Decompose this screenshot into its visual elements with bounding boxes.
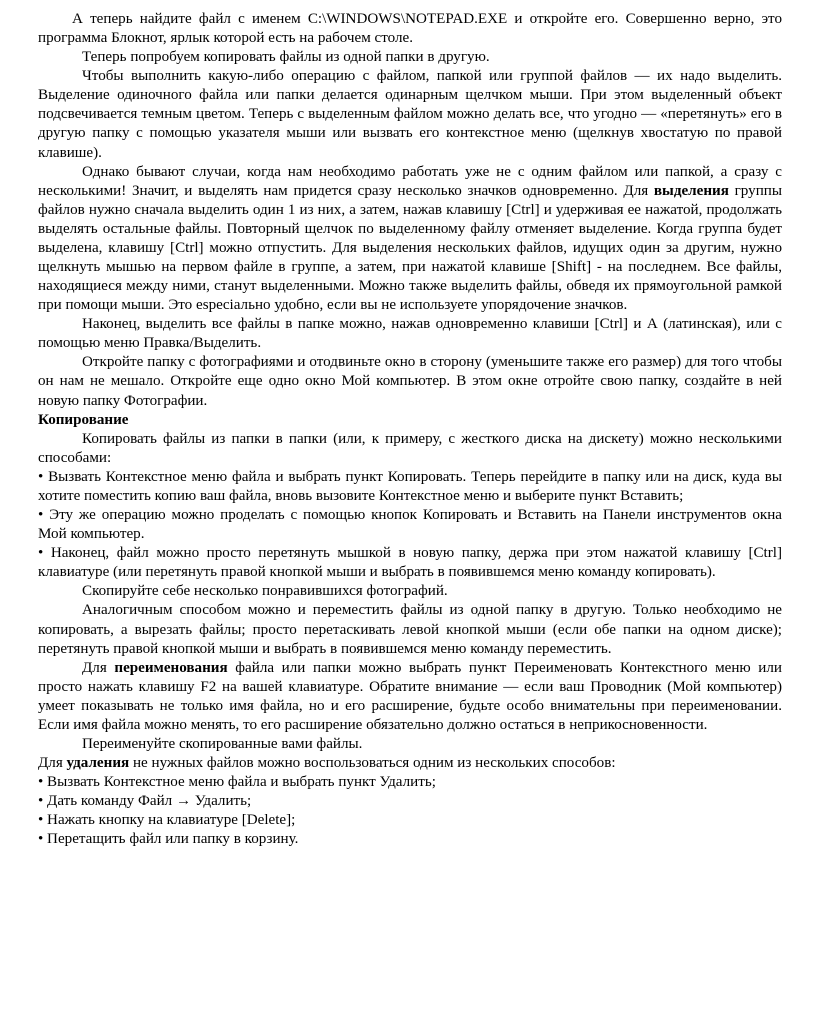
emphasis-text: удаления: [66, 755, 130, 772]
paragraph: [38, 659, 782, 735]
paragraph: [38, 10, 782, 48]
text-run: • Перетащить файл или папку в корзину.: [38, 831, 299, 848]
text-run: Аналогичным способом можно и переместить файлы из одной папку в другую. Только необходимо не копировать, а вырезать файлы; просто перетаскивать левой кнопкой мыши (если обе папки на одном диске); перетянуть правой кнопкой мыши и выбрать в появившемся меню команду переместить.: [38, 602, 782, 657]
paragraph: [38, 67, 782, 162]
text-run: Теперь попробуем копировать файлы из одной папки в другую.: [82, 49, 490, 66]
text-run: Копировать файлы из папки в папки (или, к примеру, с жесткого диска на дискету) можно несколькими способами:: [38, 430, 782, 466]
paragraph: [38, 582, 782, 601]
text-run: А теперь найдите файл с именем C:\WINDOWS\NOTEPAD.EXE и откройте его. Совершенно верно, это программа Блокнот, ярлык которой есть на рабочем столе.: [38, 11, 782, 47]
paragraph: [38, 735, 782, 754]
text-run: Чтобы выполнить какую-либо операцию с файлом, папкой или группой файлов — их надо выделить. Выделение одиночного файла или папки делается одинарным щелчком мыши. При этом выделенный объект подсвечивается темным цветом. Теперь с выделенным файлом можно делать все, что угодно — «перетянуть» его в другую папку с помощью указателя мыши или вызвать его контекстное меню (щелкнув хвостатую по правой клавише).: [38, 68, 782, 161]
text-run: • Наконец, файл можно просто перетянуть мышкой в новую папку, держа при этом нажатой клавишу [Ctrl] клавиатуре (или перетянуть правой кнопкой мыши и выбрать в появившемся меню команду копировать).: [38, 545, 782, 581]
paragraph: [38, 792, 782, 811]
text-run: • Нажать кнопку на клавиатуре [Delete];: [38, 812, 296, 829]
paragraph: [38, 830, 782, 849]
emphasis-text: переименования: [114, 659, 228, 676]
text-run: группы файлов нужно сначала выделить один 1 из них, а затем, нажав клавишу [Ctrl] и удерживая ее нажатой, продолжать выделять остальные файлы. Повторный щелчок по выделенному файлу отменяет выделение. Когда группа будет выделена, клавишу [Ctrl] можно отпустить. Для выделения нескольких файлов, идущих один за другим, нужно щелкнуть мышью на первом файле в группе, а затем, при нажатой клавише [Shift] - на последнем. Все файлы, находящиеся между ними, станут выделенными. Можно также выделить файлы, обведя их прямоугольной рамкой при помощи мыши. Это especiально удобно, если вы не используете упорядочение значков.: [38, 182, 782, 314]
text-run: Для: [82, 659, 115, 676]
text-run: • Эту же операцию можно проделать с помощью кнопок Копировать и Вставить на Панели инструментов окна Мой компьютер.: [38, 507, 782, 543]
paragraph: [38, 430, 782, 468]
paragraph: [38, 506, 782, 544]
paragraph: [38, 601, 782, 658]
paragraph: [38, 353, 782, 410]
paragraph: [38, 773, 782, 792]
paragraph: [38, 163, 782, 316]
text-run: не нужных файлов можно воспользоваться одним из нескольких способов:: [129, 755, 616, 772]
paragraph: [38, 811, 782, 830]
text-run: Однако бывают случаи, когда нам необходимо работать уже не с одним файлом или папкой, а сразу с несколькими! Значит, и выделять нам придется сразу несколько значков одновременно. Для: [38, 163, 782, 199]
emphasis-text: выделения: [653, 182, 729, 199]
text-run: Для: [38, 755, 67, 772]
emphasis-text: Копирование: [38, 411, 129, 428]
paragraph: [38, 315, 782, 353]
section-heading: [38, 411, 782, 430]
text-run: Наконец, выделить все файлы в папке можно, нажав одновременно клавиши [Ctrl] и А (латинская), или с помощью меню Правка/Выделить.: [38, 316, 782, 352]
paragraph: [38, 48, 782, 67]
text-run: • Вызвать Контекстное меню файла и выбрать пункт Копировать. Теперь перейдите в папку или на диск, куда вы хотите поместить копию ваш файла, вновь вызовите Контекстное меню и выберите пункт Вставить;: [38, 468, 782, 504]
text-run: Скопируйте себе несколько понравившихся фотографий.: [82, 583, 448, 600]
text-run: • Дать команду Файл → Удалить;: [38, 793, 252, 810]
paragraph: [38, 544, 782, 582]
text-run: Переименуйте скопированные вами файлы.: [82, 735, 363, 752]
paragraph: [38, 468, 782, 506]
text-run: • Вызвать Контекстное меню файла и выбрать пункт Удалить;: [38, 774, 436, 791]
paragraph: [38, 754, 782, 773]
text-run: файла или папки можно выбрать пункт Переименовать Контекстного меню или просто нажать клавишу F2 на вашей клавиатуре. Обратите внимание — если ваш Проводник (Мой компьютер) умеет показывать не только имя файла, но и его расширение, будьте особо внимательны при переименовании. Если имя файла можно менять, то его расширение обязательно должно остаться в неприкосновенности.: [38, 659, 782, 733]
text-run: Откройте папку с фотографиями и отодвиньте окно в сторону (уменьшите также его размер) для того чтобы он нам не мешало. Откройте еще одно окно Мой компьютер. В этом окне отройте свою папку, создайте в ней новую папку Фотографии.: [38, 354, 782, 409]
document-body: [38, 10, 782, 849]
